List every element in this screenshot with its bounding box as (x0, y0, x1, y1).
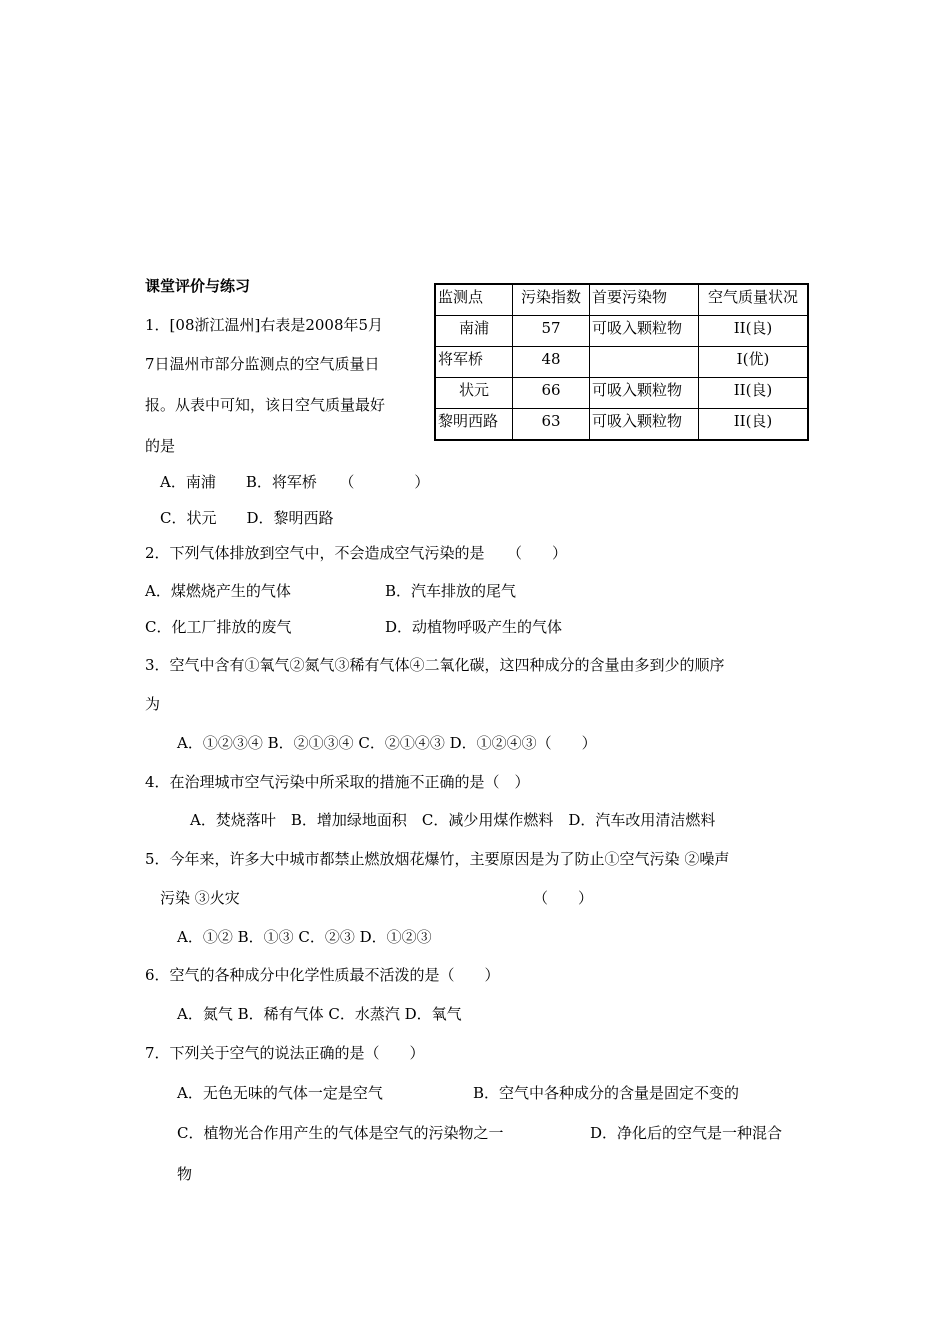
table-cell: 48 (513, 347, 590, 378)
q7-option-d-continued: 物 (177, 1165, 193, 1183)
q6-stem: 6．空气的各种成分中化学性质最不活泼的是（ ） (145, 966, 500, 984)
q2-option-b: B．汽车排放的尾气 (385, 582, 517, 600)
q5-options: A．①② B．①③ C．②③ D．①②③ (177, 928, 432, 946)
table-row (435, 409, 808, 441)
q1-line-4: 的是 (145, 437, 176, 455)
table-cell: 状元 (435, 378, 513, 409)
table-header-cell: 首要污染物 (590, 284, 699, 316)
q5-stem-1: 5．今年来，许多大中城市都禁止燃放烟花爆竹，主要原因是为了防止①空气污染 ②噪声 (145, 850, 730, 868)
q6-options: A．氮气 B．稀有气体 C．水蒸汽 D．氧气 (177, 1005, 462, 1023)
table-cell: 可吸入颗粒物 (590, 409, 699, 441)
air-quality-table (434, 283, 809, 441)
table-row (435, 378, 808, 409)
q5-stem-2: 污染 ③火灾 (160, 889, 240, 907)
q2-option-a: A．煤燃烧产生的气体 (145, 582, 291, 600)
q4-stem: 4．在治理城市空气污染中所采取的措施不正确的是（ ） (145, 773, 530, 791)
q3-options: A．①②③④ B．②①③④ C．②①④③ D．①②④③（ ） (177, 734, 597, 752)
table-cell: I(优) (699, 347, 809, 378)
q7-option-c: C．植物光合作用产生的气体是空气的污染物之一 (177, 1124, 504, 1142)
q4-options: A．焚烧落叶 B．增加绿地面积 C．减少用煤作燃料 D．汽车改用清洁燃料 (190, 811, 716, 829)
q1-options-1: A．南浦 B．将军桥 （ ） (160, 473, 430, 491)
table-header-cell: 污染指数 (513, 284, 590, 316)
table-cell: 南浦 (435, 316, 513, 347)
section-title: 课堂评价与练习 (145, 277, 251, 295)
q7-stem: 7．下列关于空气的说法正确的是（ ） (145, 1044, 425, 1062)
q2-stem: 2．下列气体排放到空气中，不会造成空气污染的是 （ ） (145, 544, 568, 562)
table-row (435, 347, 808, 378)
q1-line-1: 1．[08浙江温州]右表是2008年5月 (145, 316, 384, 334)
q5-answer-paren: （ ） (533, 889, 594, 907)
table-cell: II(良) (699, 316, 809, 347)
q1-line-3: 报。从表中可知，该日空气质量最好 (145, 396, 386, 414)
table-cell: 将军桥 (435, 347, 513, 378)
q7-option-d: D．净化后的空气是一种混合 (590, 1124, 783, 1142)
table-header-row (435, 284, 808, 316)
table-header-cell: 监测点 (435, 284, 513, 316)
q2-option-c: C．化工厂排放的废气 (145, 618, 292, 636)
q3-stem-1: 3．空气中含有①氧气②氮气③稀有气体④二氧化碳，这四种成分的含量由多到少的顺序 (145, 656, 725, 674)
q7-option-b: B．空气中各种成分的含量是固定不变的 (473, 1084, 740, 1102)
table-cell: II(良) (699, 378, 809, 409)
table-header-cell: 空气质量状况 (699, 284, 809, 316)
table-cell: 可吸入颗粒物 (590, 316, 699, 347)
q7-option-a: A．无色无味的气体一定是空气 (177, 1084, 383, 1102)
table-cell (590, 347, 699, 378)
q2-option-d: D．动植物呼吸产生的气体 (385, 618, 563, 636)
table-cell: 63 (513, 409, 590, 441)
table-row (435, 316, 808, 347)
table-cell: II(良) (699, 409, 809, 441)
q1-options-2: C．状元 D．黎明西路 (160, 509, 334, 527)
table-cell: 黎明西路 (435, 409, 513, 441)
table-cell: 66 (513, 378, 590, 409)
q1-line-2: 7日温州市部分监测点的空气质量日 (145, 355, 380, 373)
table-cell: 可吸入颗粒物 (590, 378, 699, 409)
table-cell: 57 (513, 316, 590, 347)
q3-stem-2: 为 (145, 695, 161, 713)
